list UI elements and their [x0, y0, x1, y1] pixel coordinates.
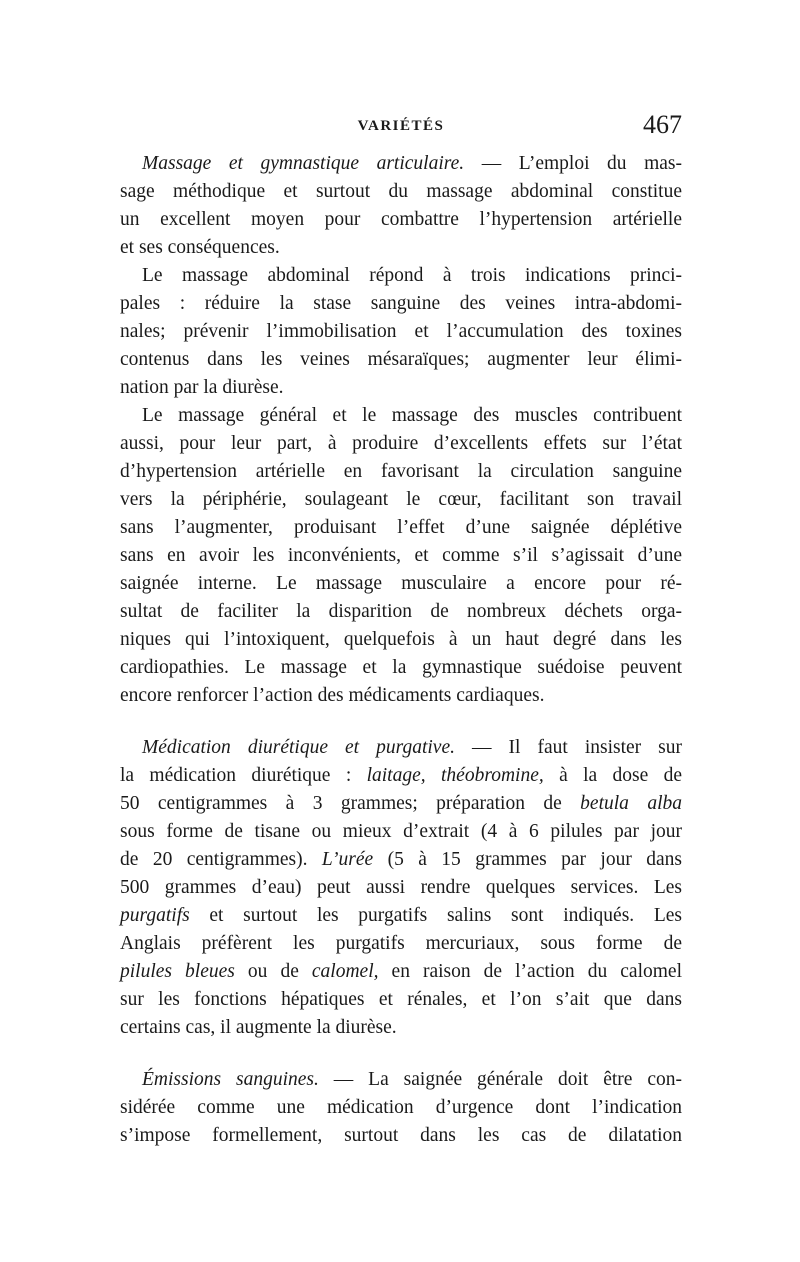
text-line: Massage et gymnastique articulaire. — L’emploi du mas- — [142, 153, 682, 174]
paragraph-gap — [120, 1042, 682, 1066]
running-head: VARIÉTÉS — [357, 118, 445, 134]
text-line: sidérée comme une médication d’urgence dont l’indication — [120, 1097, 682, 1118]
text-line: pilules bleues ou de calomel, en raison de l’action du calomel — [120, 961, 682, 982]
text-line: 50 centigrammes à 3 grammes; préparation de betula alba — [120, 793, 682, 814]
section-heading: Médication diurétique et purgative. — [142, 737, 455, 758]
text-line: vers la périphérie, soulageant le cœur, facilitant son travail — [120, 489, 682, 510]
text-line: cardiopathies. Le massage et la gymnastique suédoise peuvent — [120, 657, 682, 678]
text-line: et ses conséquences. — [120, 237, 280, 258]
text-line: Le massage général et le massage des muscles contribuent — [142, 405, 682, 426]
text-line: 500 grammes d’eau) peut aussi rendre quelques services. Les — [120, 877, 682, 898]
text-line: Le massage abdominal répond à trois indications princi- — [142, 265, 682, 286]
text-line: pales : réduire la stase sanguine des veines intra-abdomi- — [120, 293, 682, 314]
text-line: nales; prévenir l’immobilisation et l’accumulation des toxines — [120, 321, 682, 342]
text-line: s’impose formellement, surtout dans les cas de dilatation — [120, 1125, 682, 1146]
body-text — [120, 150, 682, 1150]
paragraph-gap — [120, 710, 682, 734]
text-line: saignée interne. Le massage musculaire a encore pour ré- — [120, 573, 682, 594]
text-line: sans l’augmenter, produisant l’effet d’une saignée déplétive — [120, 517, 682, 538]
paragraph-massage-abdominal — [120, 262, 682, 402]
page-header — [120, 110, 682, 140]
text-line: sultat de faciliter la disparition de nombreux déchets orga- — [120, 601, 682, 622]
text-line: Médication diurétique et purgative. — Il faut insister sur — [142, 737, 683, 758]
text-line: sur les fonctions hépatiques et rénales, et l’on s’ait que dans — [120, 989, 682, 1010]
text-line: d’hypertension artérielle en favorisant la circulation sanguine — [120, 461, 682, 482]
text-line: Anglais préfèrent les purgatifs mercuriaux, sous forme de — [120, 933, 682, 954]
section-heading: Émissions sanguines. — [142, 1069, 319, 1090]
text-line: encore renforcer l’action des médicaments cardiaques. — [120, 685, 545, 706]
text-line: de 20 centigrammes). L’urée (5 à 15 grammes par jour dans — [120, 849, 682, 870]
text-line: un excellent moyen pour combattre l’hypertension artérielle — [120, 209, 682, 230]
section-heading: Massage et gymnastique articulaire. — [142, 153, 465, 174]
text-line: nation par la diurèse. — [120, 377, 284, 398]
text-line: niques qui l’intoxiquent, quelquefois à un haut degré dans les — [120, 629, 682, 650]
text-line: purgatifs et surtout les purgatifs salins sont indiqués. Les — [120, 905, 682, 926]
text-line: aussi, pour leur part, à produire d’excellents effets sur l’état — [120, 433, 682, 454]
text-line: la médication diurétique : laitage, théobromine, à la dose de — [120, 765, 682, 786]
text-line: contenus dans les veines mésaraïques; augmenter leur élimi- — [120, 349, 682, 370]
text-line: sans en avoir les inconvénients, et comme s’il s’agissait d’une — [120, 545, 682, 566]
text-line: Émissions sanguines. — La saignée générale doit être con- — [142, 1069, 682, 1090]
text-line: sous forme de tisane ou mieux d’extrait (4 à 6 pilules par jour — [120, 821, 682, 842]
paragraph-massage-general — [120, 402, 682, 710]
text-line: sage méthodique et surtout du massage abdominal constitue — [120, 181, 682, 202]
paragraph-medication-diuretique — [120, 734, 682, 1042]
page-number: 467 — [643, 110, 682, 139]
paragraph-massage-gymnastique — [120, 150, 682, 262]
text-line: certains cas, il augmente la diurèse. — [120, 1017, 397, 1038]
paragraph-emissions-sanguines — [120, 1066, 682, 1150]
